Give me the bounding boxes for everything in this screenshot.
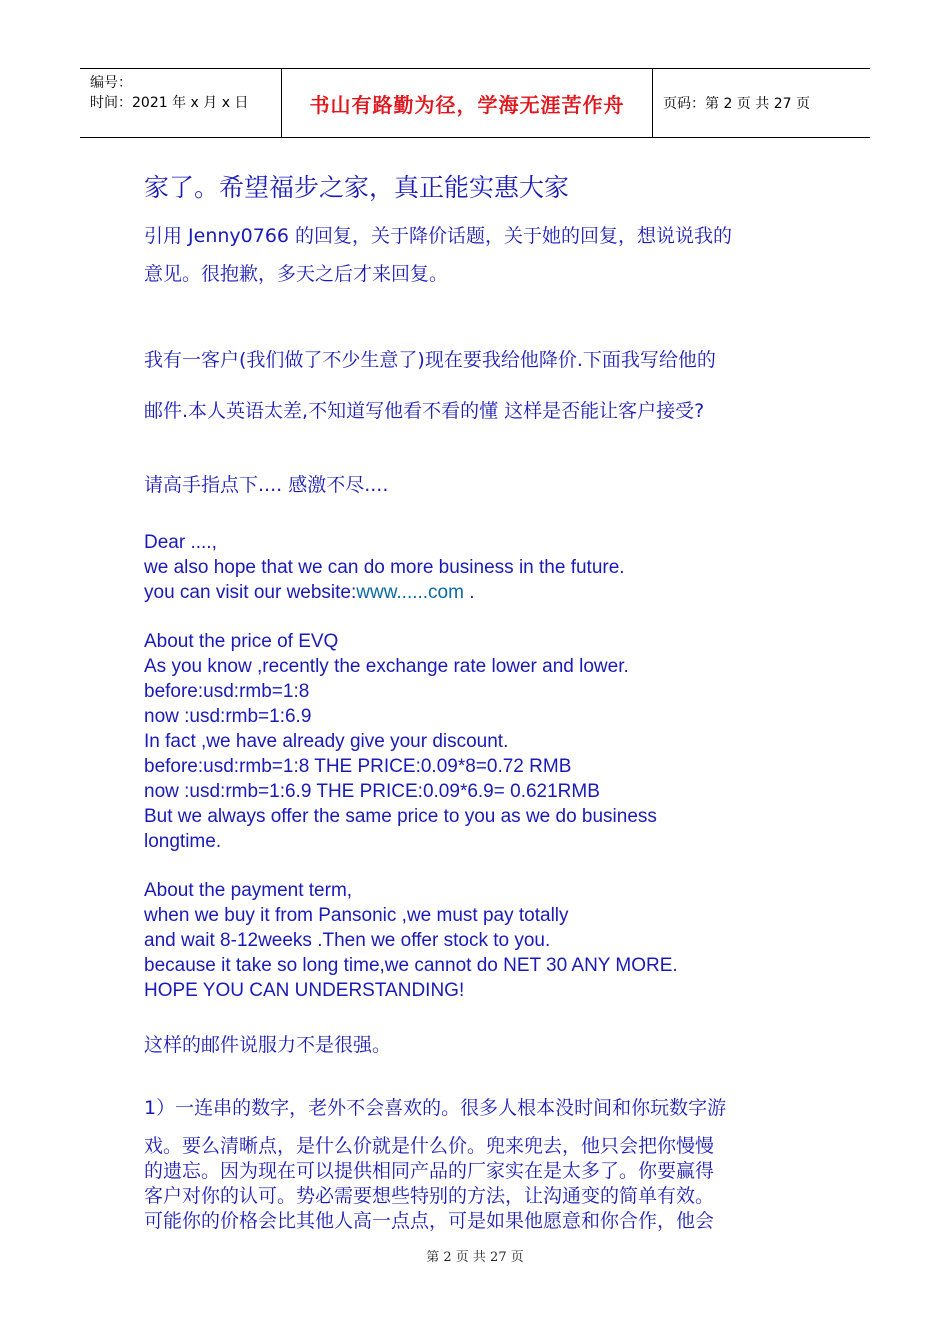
header-motto: 书山有路勤为径，学海无涯苦作舟 (281, 69, 653, 137)
page-footer: 第 2 页 共 27 页 (426, 1250, 524, 1265)
email-line: But we always offer the same price to you as we do business (144, 806, 657, 827)
question-line: 请高手指点下.... 感激不尽.... (144, 474, 389, 496)
header-meta (80, 69, 281, 137)
email-line: In fact ,we have already give your discount. (144, 731, 509, 752)
website-link[interactable]: www......com (356, 582, 464, 603)
email-line: before:usd:rmb=1:8 THE PRICE:0.09*8=0.72 RMB (144, 756, 572, 777)
email-line: because it take so long time,we cannot do NET 30 ANY MORE. (144, 955, 678, 976)
section-heading: 家了。希望福步之家，真正能实惠大家 (144, 173, 570, 202)
header-page-info: 页码：第 2 页 共 27 页 (663, 96, 810, 112)
email-line: Dear ...., (144, 532, 217, 553)
page-header (80, 68, 870, 138)
email-text: you can visit our website: (144, 582, 357, 603)
email-line: now :usd:rmb=1:6.9 THE PRICE:0.09*6.9= 0.621RMB (144, 781, 600, 802)
email-line: HOPE YOU CAN UNDERSTANDING! (144, 980, 465, 1001)
point-line: 戏。要么清晰点，是什么价就是什么价。兜来兜去，他只会把你慢慢 (144, 1135, 715, 1157)
email-line: and wait 8-12weeks .Then we offer stock to you. (144, 930, 551, 951)
comment-line: 这样的邮件说服力不是很强。 (144, 1034, 392, 1056)
point-line: 可能你的价格会比其他人高一点点，可是如果他愿意和你合作，他会 (144, 1210, 715, 1232)
point-line: 的遗忘。因为现在可以提供相同产品的厂家实在是太多了。你要赢得 (144, 1160, 715, 1182)
email-line: now :usd:rmb=1:6.9 (144, 706, 312, 727)
email-line: before:usd:rmb=1:8 (144, 681, 310, 702)
email-line: we also hope that we can do more business in the future. (144, 557, 625, 578)
doc-date-label: 时间：2021 年 x 月 x 日 (90, 95, 249, 111)
point-line: 1）一连串的数字，老外不会喜欢的。很多人根本没时间和你玩数字游 (144, 1097, 727, 1119)
quote-line: 引用 Jenny0766 的回复，关于降价话题，关于她的回复，想说说我的 (144, 225, 733, 247)
quote-line: 意见。很抱歉，多天之后才来回复。 (144, 263, 449, 285)
question-line: 我有一客户(我们做了不少生意了)现在要我给他降价.下面我写给他的 (144, 349, 716, 371)
point-line: 客户对你的认可。势必需要想些特别的方法，让沟通变的简单有效。 (144, 1185, 715, 1207)
question-line: 邮件.本人英语太差,不知道写他看不看的懂 这样是否能让客户接受? (144, 400, 705, 422)
email-line: As you know ,recently the exchange rate lower and lower. (144, 656, 629, 677)
email-line: About the price of EVQ (144, 631, 339, 652)
doc-number-label: 编号： (90, 75, 132, 91)
email-line (144, 582, 475, 604)
email-line: when we buy it from Pansonic ,we must pay totally (144, 905, 569, 926)
email-line: longtime. (144, 831, 222, 852)
email-text: . (463, 582, 475, 603)
email-line: About the payment term, (144, 880, 353, 901)
